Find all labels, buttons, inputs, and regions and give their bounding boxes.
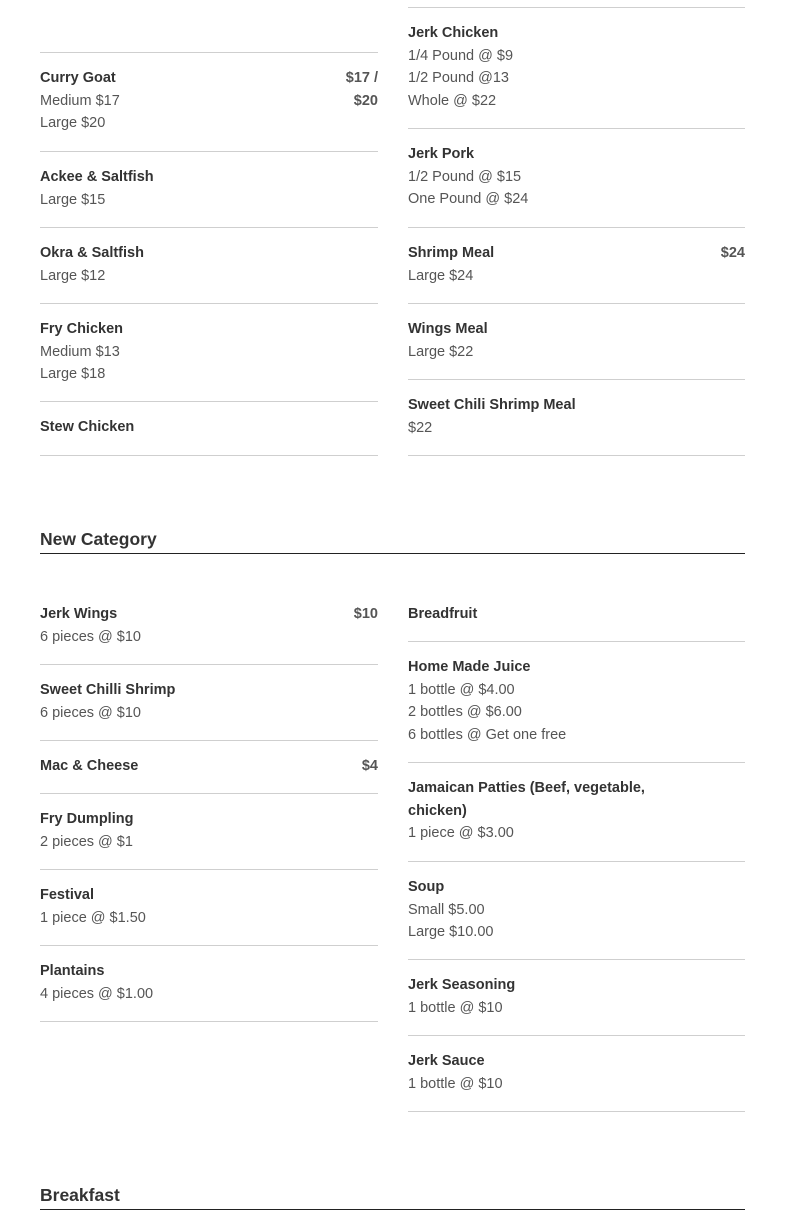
item-name: Curry Goat: [40, 70, 116, 86]
menu-item[interactable]: [40, 166, 378, 228]
menu-item[interactable]: [408, 242, 745, 304]
desc-line: Large $22: [408, 343, 474, 360]
desc-line: 1/4 Pound @ $9: [408, 47, 514, 64]
menu-item[interactable]: [40, 67, 378, 152]
item-desc: [408, 166, 745, 211]
desc-line: 2 bottles @ $6.00: [408, 704, 522, 720]
desc-line: 1 bottle @ $4.00: [408, 681, 515, 698]
item-name: Jerk Wings: [40, 606, 118, 622]
desc-line: 2 pieces @ $1: [40, 833, 133, 850]
item-name: Jamaican Patties (Beef, vegetable, chicken): [408, 780, 645, 819]
item-desc: [40, 626, 378, 649]
menu-item[interactable]: [408, 974, 745, 1036]
desc-line: Small $5.00: [408, 901, 485, 918]
menu-item[interactable]: [40, 884, 378, 946]
desc-line: Large $24: [408, 267, 474, 284]
item-name: Jerk Sauce: [408, 1053, 485, 1069]
desc-line: Large $12: [40, 267, 106, 284]
item-desc: [408, 1073, 745, 1096]
item-price: $24: [720, 245, 745, 261]
menu-item[interactable]: [40, 755, 378, 794]
menu-item[interactable]: [40, 603, 378, 665]
item-desc: [40, 831, 378, 854]
desc-line: Large $18: [40, 366, 106, 382]
item-name: Fry Dumpling: [40, 811, 134, 827]
desc-line: One Pound @ $24: [408, 191, 529, 207]
item-name: Breadfruit: [408, 606, 478, 622]
item-name: Home Made Juice: [408, 659, 531, 675]
desc-line: $22: [408, 419, 433, 436]
item-name: Stew Chicken: [40, 419, 135, 435]
item-desc: [408, 265, 745, 288]
item-desc: [408, 997, 745, 1020]
item-price: $10: [353, 606, 378, 622]
desc-line: 6 pieces @ $10: [40, 704, 141, 721]
menu-item[interactable]: [408, 876, 745, 960]
menu-item[interactable]: [408, 143, 745, 228]
item-desc: [408, 822, 745, 845]
item-desc: [40, 189, 378, 212]
menu-item[interactable]: [408, 1050, 745, 1112]
menu-item[interactable]: [40, 679, 378, 741]
desc-line: 1/2 Pound @13: [408, 70, 509, 86]
desc-line: 6 bottles @ Get one free: [408, 726, 567, 743]
item-name: Plantains: [40, 963, 105, 979]
desc-line: Medium $17: [40, 92, 120, 109]
desc-line: Whole @ $22: [408, 92, 497, 109]
desc-line: 1 bottle @ $10: [408, 1075, 503, 1092]
divider: [408, 0, 745, 8]
item-name: Festival: [40, 887, 94, 903]
item-desc: [408, 899, 745, 944]
item-desc: [40, 983, 378, 1006]
item-name: Fry Chicken: [40, 321, 123, 337]
menu-item[interactable]: [40, 242, 378, 304]
desc-line: 1 piece @ $3.00: [408, 825, 514, 841]
menu-item[interactable]: [408, 777, 745, 862]
item-name: Sweet Chilli Shrimp: [40, 682, 176, 698]
item-desc: [408, 341, 745, 364]
item-desc: [40, 341, 378, 386]
item-price: $4: [361, 758, 378, 774]
item-desc: [40, 907, 378, 930]
item-desc: [40, 702, 378, 725]
section-title-breakfast: Breakfast: [40, 1183, 745, 1210]
menu-item[interactable]: [40, 0, 378, 53]
section-title-new-category: New Category: [40, 527, 745, 554]
desc-line: 1 piece @ $1.50: [40, 909, 146, 926]
desc-line: Large $20: [40, 115, 106, 131]
item-name: Wings Meal: [408, 321, 488, 337]
desc-line: 6 pieces @ $10: [40, 628, 141, 645]
item-name: Shrimp Meal: [408, 245, 495, 261]
item-name: Mac & Cheese: [40, 758, 139, 774]
item-name: Soup: [408, 879, 445, 895]
desc-line: Large $10.00: [408, 924, 494, 940]
item-name: Sweet Chili Shrimp Meal: [408, 397, 576, 413]
desc-line: 1/2 Pound @ $15: [408, 168, 522, 185]
menu-item[interactable]: [408, 656, 745, 763]
menu-item[interactable]: [40, 318, 378, 402]
menu-item[interactable]: [40, 808, 378, 870]
desc-line: 4 pieces @ $1.00: [40, 985, 154, 1002]
menu-item[interactable]: [40, 416, 378, 456]
item-name: Jerk Chicken: [408, 25, 499, 41]
menu-item[interactable]: [408, 318, 745, 380]
item-name: Okra & Saltfish: [40, 245, 144, 261]
item-name: Jerk Seasoning: [408, 977, 516, 993]
menu-item[interactable]: [408, 603, 745, 642]
item-desc: [408, 45, 745, 113]
menu-item[interactable]: [40, 960, 378, 1022]
item-desc: [408, 417, 745, 440]
menu-item[interactable]: [408, 394, 745, 456]
menu-item[interactable]: [408, 22, 745, 129]
desc-line: Medium $13: [40, 343, 120, 360]
item-desc: [40, 265, 378, 288]
item-price: $17 / $20: [345, 70, 378, 109]
desc-line: 1 bottle @ $10: [408, 999, 503, 1016]
item-name: Ackee & Saltfish: [40, 169, 154, 185]
item-name: Jerk Pork: [408, 146, 475, 162]
item-desc: [408, 679, 745, 747]
desc-line: Large $15: [40, 191, 106, 208]
